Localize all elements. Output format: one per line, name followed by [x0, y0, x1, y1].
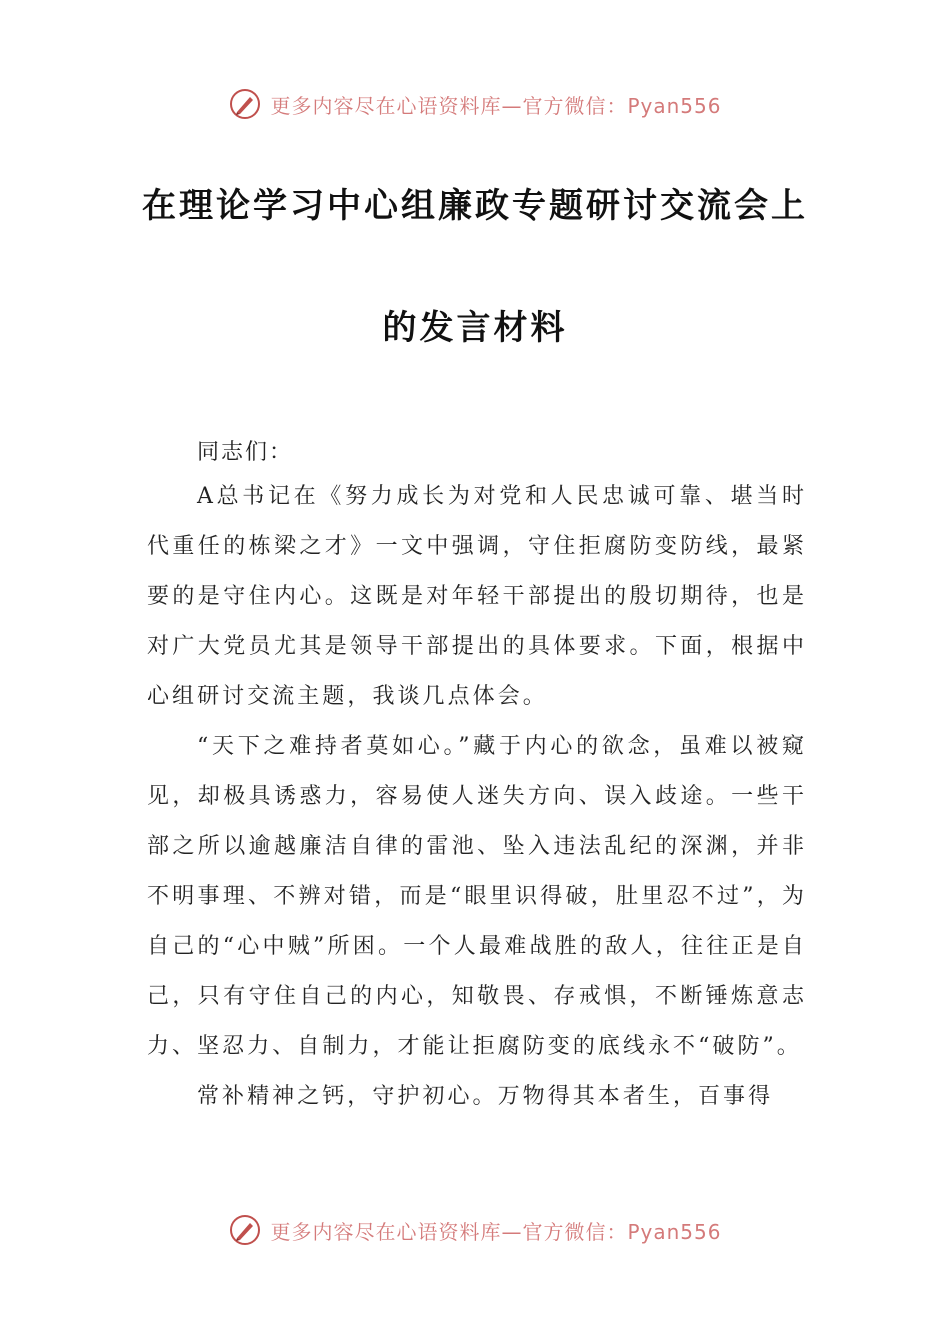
paragraph-2: “天下之难持者莫如心。”藏于内心的欲念，虽难以被窥见，却极具诱惑力，容易使人迷失方向、误入歧途。一些干部之所以逾越廉洁自律的雷池、坠入违法乱纪的深渊，并非不明事理、不辨对错，而是“眼里识得破，肚里忍不过”，为自己的“心中贼”所困。一个人最难战胜的敌人，往往正是自己，只有守住自己的内心，知敬畏、存戒惧，不断锤炼意志力、坚忍力、自制力，才能让拒腐防变的底线永不“破防”。 [147, 734, 807, 1059]
paragraph-3: 常补精神之钙，守护初心。万物得其本者生，百事得 [197, 1084, 774, 1109]
document-body [147, 472, 807, 1122]
pen-logo-icon [228, 87, 262, 121]
footer-watermark-text: 更多内容尽在心语资料库—官方微信：Pyan556 [270, 1219, 722, 1244]
pen-logo-icon [228, 1213, 262, 1247]
document-title-line-2: 的发言材料 [382, 308, 568, 348]
paragraph-1: A总书记在《努力成长为对党和人民忠诚可靠、堪当时代重任的栋梁之才》一文中强调，守住拒腐防变防线，最紧要的是守住内心。这既是对年轻干部提出的殷切期待，也是对广大党员尤其是领导干部提出的具体要求。下面，根据中心组研讨交流主题，我谈几点体会。 [147, 484, 807, 709]
header-watermark-text: 更多内容尽在心语资料库—官方微信：Pyan556 [270, 93, 722, 118]
footer-watermark [0, 1208, 950, 1252]
document-title-line-1: 在理论学习中心组廉政专题研讨交流会上 [142, 186, 808, 226]
salutation: 同志们： [197, 440, 294, 465]
header-watermark [0, 82, 950, 126]
